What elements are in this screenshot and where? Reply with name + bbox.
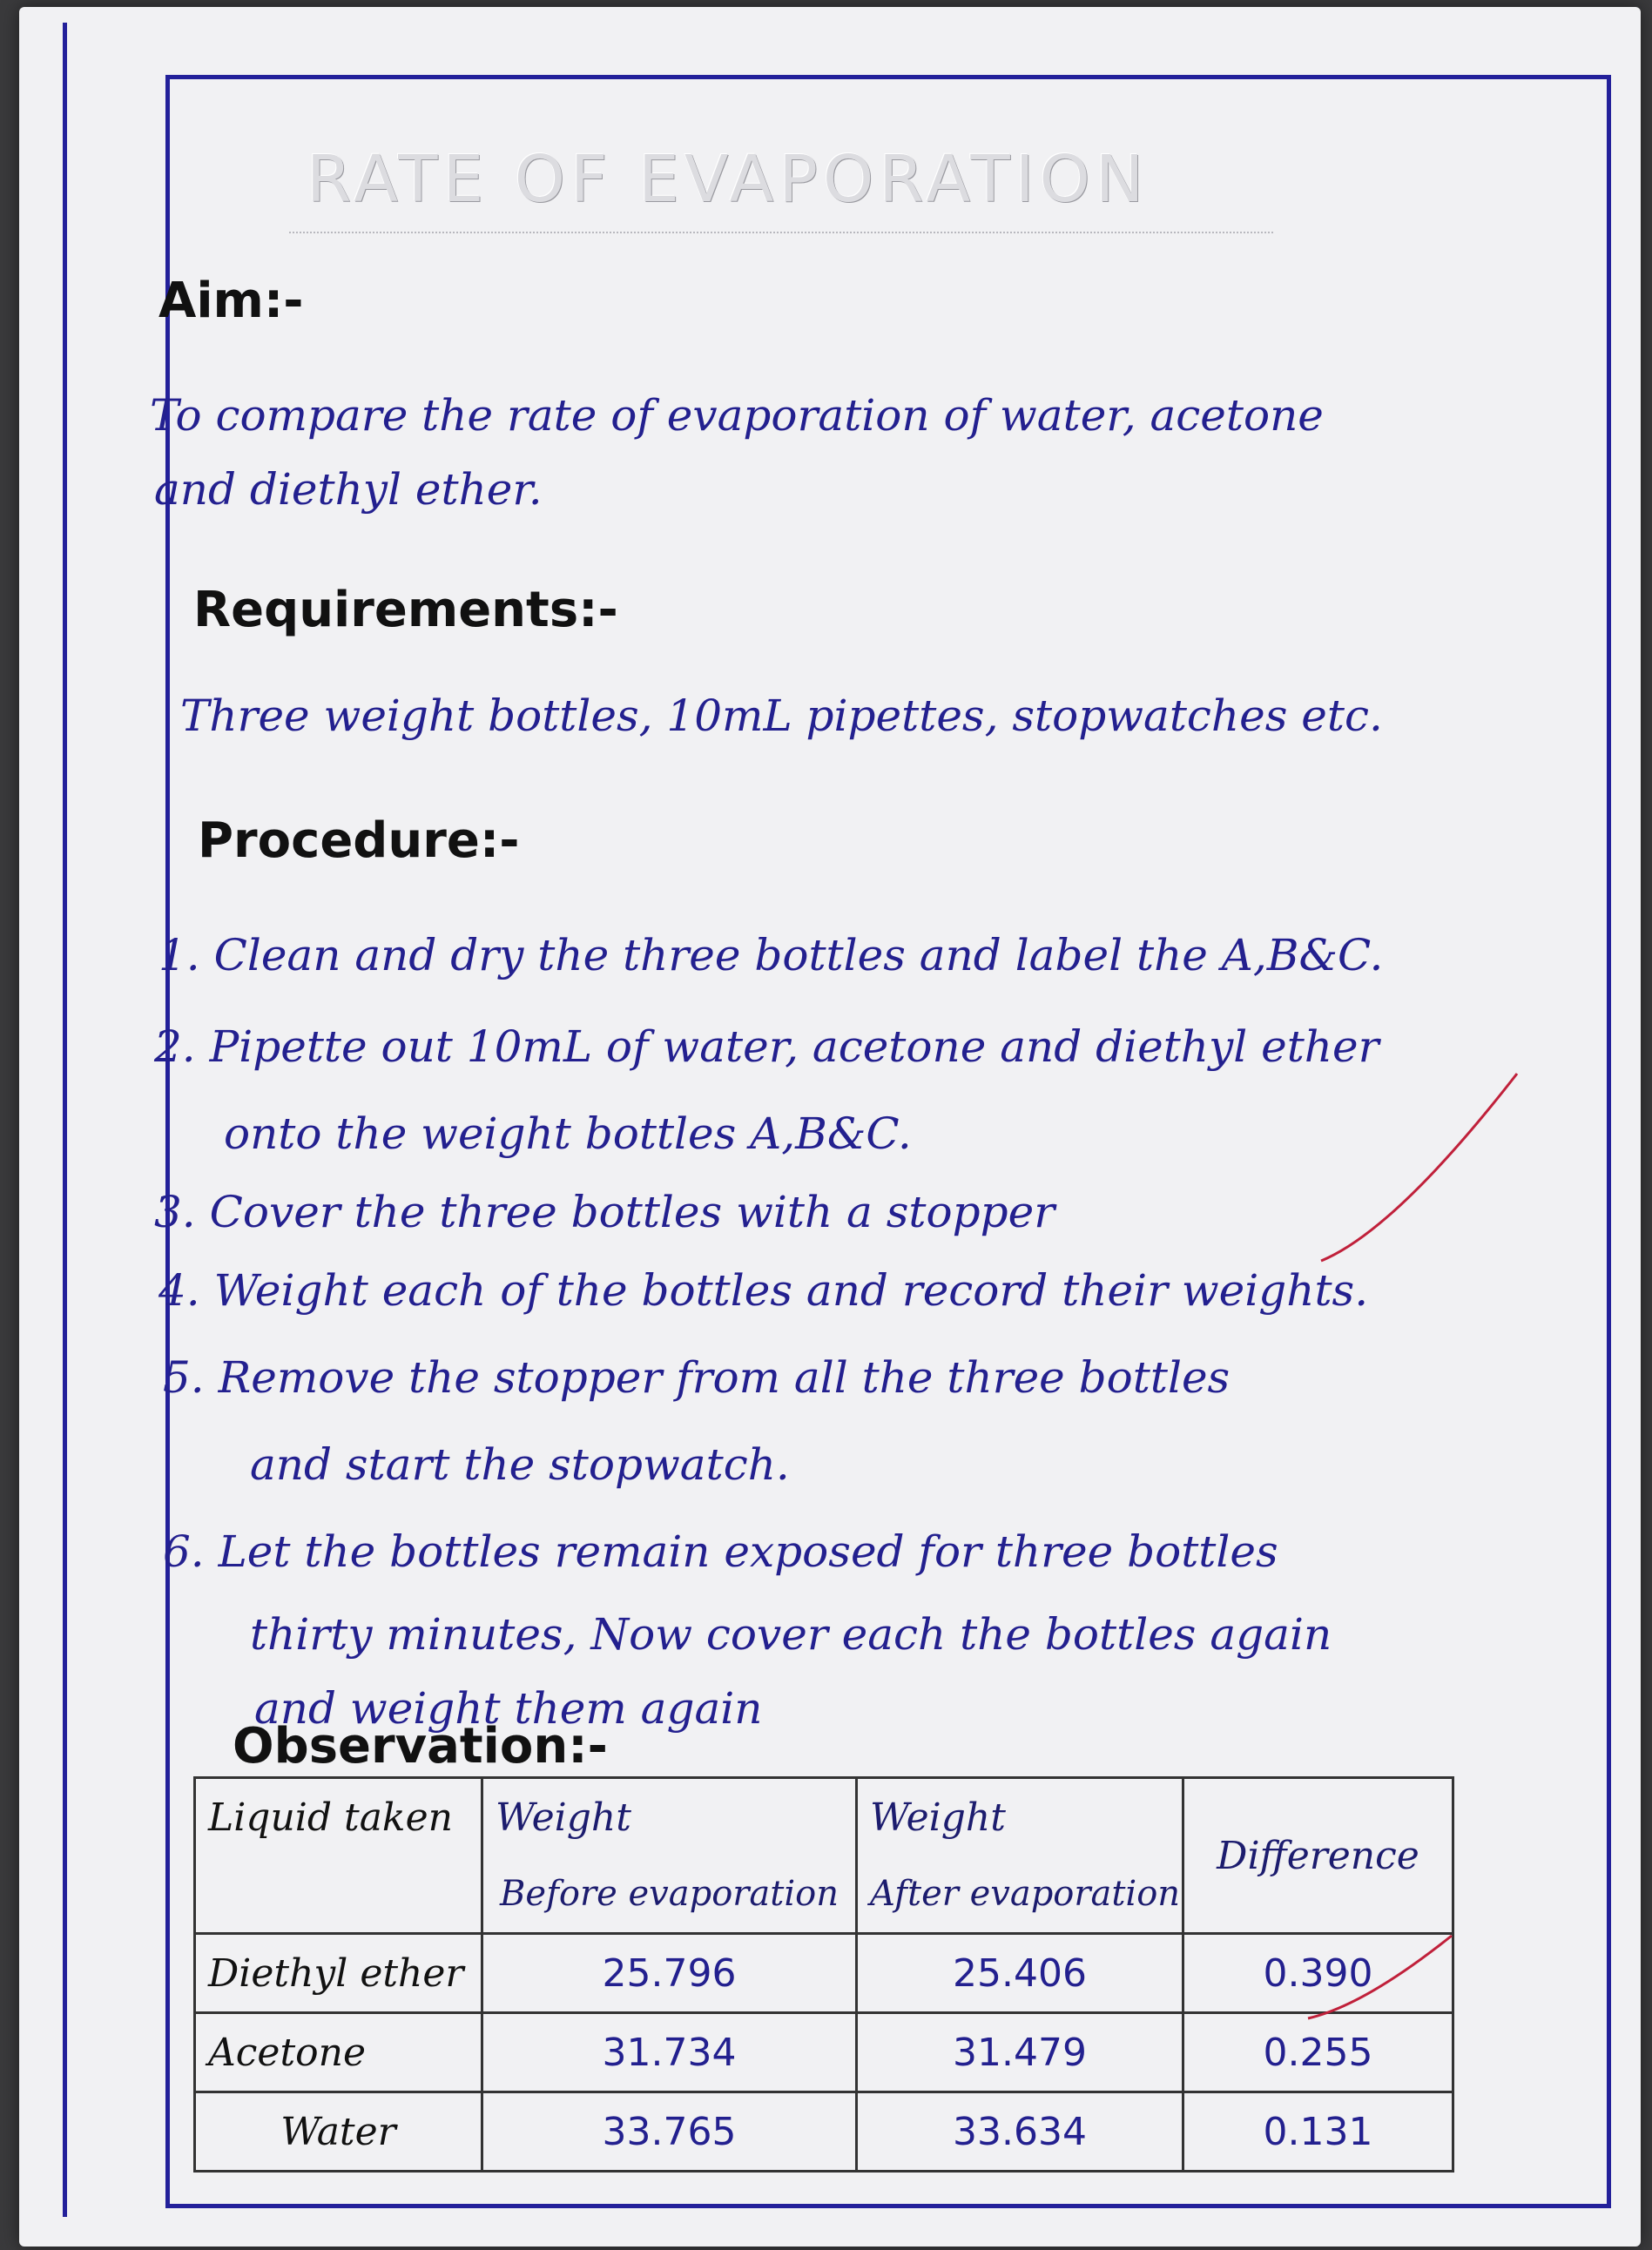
aim-line: To compare the rate of evaporation of water, acetone: [150, 390, 1324, 441]
title-underline: [289, 232, 1273, 233]
procedure-step: 1. Clean and dry the three bottles and label the A,B&C.: [158, 930, 1384, 980]
check-mark-icon: [1317, 1056, 1526, 1265]
procedure-step: 6. Let the bottles remain exposed for three bottles: [163, 1526, 1278, 1577]
header-liquid-blank: [195, 1856, 482, 1934]
procedure-step: onto the weight bottles A,B&C.: [224, 1108, 912, 1159]
procedure-step: thirty minutes, Now cover each the bottles again: [250, 1609, 1332, 1660]
row-difference: 0.390: [1183, 1934, 1453, 2013]
row-liquid: Water: [195, 2092, 482, 2172]
observation-table: [193, 1776, 1454, 2173]
observation-heading: Observation:-: [233, 1718, 608, 1775]
header-before: Weight: [482, 1778, 857, 1856]
row-difference: 0.131: [1183, 2092, 1453, 2172]
row-after: 33.634: [857, 2092, 1183, 2172]
header-after-sub: After evaporation: [857, 1856, 1183, 1934]
aim-line: and diethyl ether.: [154, 464, 543, 515]
procedure-step: and weight them again: [254, 1683, 763, 1734]
row-before: 31.734: [482, 2013, 857, 2092]
procedure-step: 3. Cover the three bottles with a stopper: [154, 1187, 1055, 1237]
procedure-step: 5. Remove the stopper from all the three bottles: [163, 1352, 1231, 1403]
requirements-heading: Requirements:-: [193, 582, 618, 638]
row-after: 25.406: [857, 1934, 1183, 2013]
header-difference: Difference: [1183, 1778, 1453, 1934]
requirements-text: Three weight bottles, 10mL pipettes, stopwatches etc.: [180, 690, 1383, 741]
table-header-row: [195, 1778, 1453, 1856]
row-difference: 0.255: [1183, 2013, 1453, 2092]
procedure-heading: Procedure:-: [198, 812, 520, 869]
row-before: 33.765: [482, 2092, 857, 2172]
notebook-page: [19, 7, 1641, 2247]
header-before-sub: Before evaporation: [482, 1856, 857, 1934]
header-liquid: Liquid taken: [195, 1778, 482, 1856]
row-liquid: Diethyl ether: [195, 1934, 482, 2013]
row-liquid: Acetone: [195, 2013, 482, 2092]
row-before: 25.796: [482, 1934, 857, 2013]
table-row: [195, 1934, 1453, 2013]
page-title: RATE OF EVAPORATION: [307, 142, 1150, 217]
procedure-step: and start the stopwatch.: [250, 1439, 790, 1490]
procedure-step: 2. Pipette out 10mL of water, acetone and diethyl ether: [154, 1021, 1379, 1072]
procedure-step: 4. Weight each of the bottles and record their weights.: [158, 1265, 1369, 1316]
table-row: [195, 2013, 1453, 2092]
table-row: [195, 2092, 1453, 2172]
row-after: 31.479: [857, 2013, 1183, 2092]
page-margin-line: [63, 23, 67, 2217]
check-mark-icon: [1304, 1931, 1460, 2027]
header-after: Weight: [857, 1778, 1183, 1856]
aim-heading: Aim:-: [158, 273, 304, 329]
